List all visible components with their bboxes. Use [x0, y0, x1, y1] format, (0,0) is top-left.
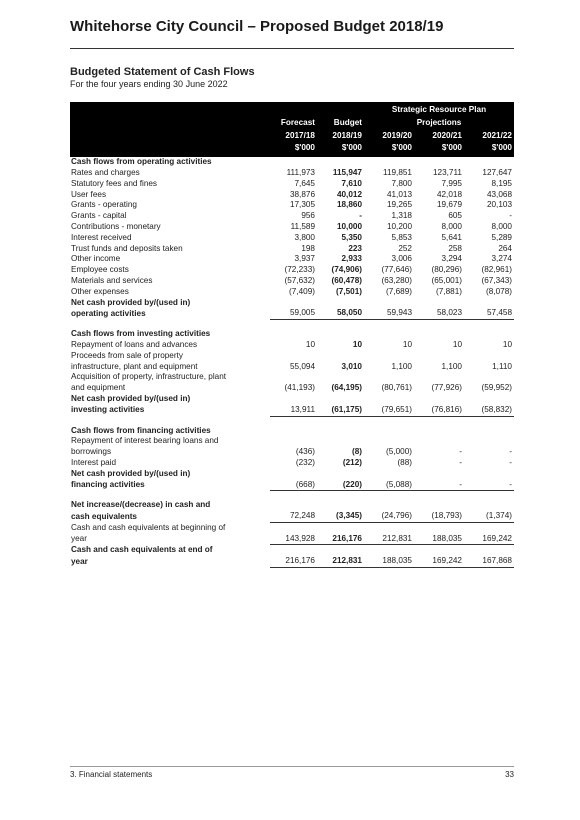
value-cell: 5,289: [491, 232, 512, 242]
total-row: [70, 480, 514, 491]
value-cell: (67,343): [481, 275, 512, 285]
value-cell: (232): [295, 457, 315, 467]
value-cell: 1,318: [391, 211, 412, 221]
total-row: [70, 405, 514, 416]
row-label: and equipment: [71, 383, 126, 393]
row-label: Other expenses: [71, 286, 129, 296]
total-label-line: [70, 500, 514, 511]
total-row: [70, 308, 514, 319]
total-row: [70, 511, 514, 522]
row-label: Trust funds and deposits taken: [71, 243, 183, 253]
value-cell: 3,006: [391, 254, 412, 264]
row-label: year: [71, 556, 88, 566]
empty-cell: [270, 436, 317, 447]
value-cell: 188,035: [414, 534, 464, 545]
value-cell: 57,458: [464, 308, 514, 319]
total-label-line: [70, 469, 514, 480]
spacer: [70, 320, 514, 330]
value-cell: 8,000: [491, 221, 512, 231]
value-cell: (76,816): [414, 405, 464, 416]
row-label: Acquisition of property, infrastructure, plant: [71, 372, 227, 382]
empty-cell: [464, 372, 514, 383]
spacer-row: [70, 320, 514, 330]
value-cell: 216,176: [270, 556, 317, 567]
value-cell: -: [464, 480, 514, 491]
value-cell: 605: [448, 211, 462, 221]
col-header-unit: $'000: [270, 142, 317, 157]
value-cell: (60,478): [331, 275, 362, 285]
value-cell: 111,973: [286, 167, 315, 177]
table-row: [70, 211, 514, 222]
spacer: [70, 416, 514, 426]
col-header-year: 2020/21: [414, 130, 464, 143]
cash-flow-table: [70, 102, 514, 568]
statement-title: Budgeted Statement of Cash Flows: [70, 66, 255, 78]
value-cell: 10,000: [336, 221, 362, 231]
value-cell: 11,589: [290, 221, 315, 231]
row-label: borrowings: [71, 447, 112, 457]
value-cell: 1,100: [441, 361, 462, 371]
value-cell: 258: [448, 243, 462, 253]
table-row: [70, 447, 514, 458]
col-header-unit: $'000: [464, 142, 514, 157]
statement-subtitle: For the four years ending 30 June 2022: [70, 79, 228, 89]
section-heading-label: Cash flows from operating activities: [71, 157, 212, 167]
value-cell: (77,646): [381, 265, 412, 275]
value-cell: (41,193): [284, 383, 315, 393]
total-row: [70, 556, 514, 567]
value-cell: -: [509, 457, 512, 467]
table-row: [70, 179, 514, 190]
value-cell: 5,853: [391, 232, 412, 242]
value-cell: 7,610: [341, 178, 362, 188]
value-cell: 10: [305, 339, 315, 349]
row-label: Rates and charges: [71, 167, 140, 177]
col-header-line1: Forecast: [270, 117, 317, 130]
projections-header: Projections: [364, 117, 514, 130]
value-cell: 8,195: [491, 178, 512, 188]
footer-divider: [70, 766, 514, 767]
row-label-line: [70, 372, 514, 383]
value-cell: -: [459, 457, 462, 467]
row-label: Contributions - monetary: [71, 221, 161, 231]
value-cell: (7,409): [289, 286, 315, 296]
value-cell: 10,200: [386, 221, 412, 231]
row-label: Statutory fees and fines: [71, 178, 158, 188]
value-cell: 10: [452, 339, 462, 349]
table-row: [70, 276, 514, 287]
value-cell: (668): [270, 480, 317, 491]
value-cell: (82,961): [481, 265, 512, 275]
row-label: Grants - operating: [71, 200, 137, 210]
footer-section-label: 3. Financial statements: [70, 770, 153, 779]
value-cell: 59,005: [270, 308, 317, 319]
row-label: investing activities: [71, 405, 145, 415]
value-cell: (61,175): [317, 405, 364, 416]
value-cell: 55,094: [289, 361, 315, 371]
col-header-year: 2017/18: [270, 130, 317, 143]
empty-cell: [270, 372, 317, 383]
srp-group-header: Strategic Resource Plan: [364, 102, 514, 117]
value-cell: 3,937: [294, 254, 315, 264]
row-label: Cash and cash equivalents at end of: [71, 545, 213, 555]
row-label: Grants - capital: [71, 211, 127, 221]
value-cell: (5,000): [386, 447, 412, 457]
value-cell: (220): [317, 480, 364, 491]
value-cell: 1,110: [492, 361, 512, 371]
value-cell: 5,350: [341, 232, 362, 242]
row-label: Repayment of interest bearing loans and: [71, 436, 219, 446]
empty-cell: [464, 436, 514, 447]
value-cell: (59,952): [481, 383, 512, 393]
row-label-line: [70, 351, 514, 362]
value-cell: 42,018: [436, 189, 462, 199]
value-cell: 19,265: [386, 200, 412, 210]
row-label: Cash and cash equivalents at beginning of: [71, 522, 226, 532]
value-cell: 1,100: [391, 361, 412, 371]
value-cell: 223: [348, 243, 362, 253]
value-cell: 13,911: [270, 405, 317, 416]
empty-cell: [364, 372, 414, 383]
value-cell: 198: [301, 243, 315, 253]
value-cell: (72,233): [284, 265, 315, 275]
row-label: Interest received: [71, 232, 132, 242]
value-cell: 216,176: [317, 534, 364, 545]
col-header-year: 2019/20: [364, 130, 414, 143]
value-cell: 43,068: [486, 189, 512, 199]
value-cell: (57,632): [284, 275, 315, 285]
value-cell: 212,831: [317, 556, 364, 567]
document-title: Whitehorse City Council – Proposed Budget 2018/19: [70, 18, 444, 35]
value-cell: 119,851: [383, 167, 412, 177]
value-cell: 17,305: [289, 200, 315, 210]
value-cell: 3,294: [441, 254, 462, 264]
value-cell: 167,868: [464, 556, 514, 567]
row-label: Employee costs: [71, 265, 129, 275]
spacer-row: [70, 491, 514, 501]
row-label: Repayment of loans and advances: [71, 339, 198, 349]
value-cell: 115,947: [332, 167, 362, 177]
table-row: [70, 265, 514, 276]
page-number: 33: [505, 770, 514, 779]
section-heading: [70, 329, 514, 340]
value-cell: 19,679: [436, 200, 462, 210]
spacer-row: [70, 416, 514, 426]
value-cell: 40,012: [336, 189, 362, 199]
value-cell: 127,647: [482, 167, 512, 177]
cash-flow-body: [70, 157, 514, 567]
value-cell: (64,195): [331, 383, 362, 393]
value-cell: (65,001): [431, 275, 462, 285]
spacer: [70, 491, 514, 501]
value-cell: -: [459, 447, 462, 457]
row-label: Proceeds from sale of property: [71, 350, 183, 360]
row-label-line: [70, 522, 514, 533]
col-header-unit: $'000: [414, 142, 464, 157]
table-row: [70, 190, 514, 201]
row-label: operating activities: [71, 308, 146, 318]
value-cell: (5,088): [364, 480, 414, 491]
value-cell: 38,876: [289, 189, 315, 199]
empty-cell: [414, 351, 464, 362]
value-cell: -: [509, 447, 512, 457]
value-cell: (80,296): [431, 265, 462, 275]
table-row: [70, 254, 514, 265]
value-cell: 58,050: [317, 308, 364, 319]
value-cell: 169,242: [414, 556, 464, 567]
value-cell: 7,645: [294, 178, 315, 188]
row-label-line: [70, 436, 514, 447]
value-cell: 58,023: [414, 308, 464, 319]
value-cell: 41,013: [386, 189, 412, 199]
value-cell: (3,345): [317, 511, 364, 522]
table-row: [70, 534, 514, 545]
section-heading: [70, 426, 514, 437]
empty-cell: [317, 351, 364, 362]
col-header-line1: Budget: [317, 117, 364, 130]
empty-cell: [414, 436, 464, 447]
row-label: Interest paid: [71, 457, 117, 467]
table-row: [70, 244, 514, 255]
row-label: Net increase/(decrease) in cash and: [71, 500, 211, 510]
value-cell: 5,641: [441, 232, 462, 242]
value-cell: (7,501): [336, 286, 362, 296]
value-cell: (79,651): [364, 405, 414, 416]
table-row: [70, 233, 514, 244]
col-header-year: 2018/19: [317, 130, 364, 143]
value-cell: 123,711: [433, 167, 462, 177]
value-cell: (7,689): [386, 286, 412, 296]
col-header-unit: $'000: [364, 142, 414, 157]
row-label: User fees: [71, 189, 107, 199]
value-cell: 2,933: [341, 254, 362, 264]
value-cell: (8,078): [486, 286, 512, 296]
value-cell: 20,103: [486, 200, 512, 210]
value-cell: 264: [498, 243, 512, 253]
table-row: [70, 458, 514, 469]
value-cell: (88): [397, 457, 412, 467]
value-cell: (8): [351, 447, 362, 457]
empty-cell: [317, 372, 364, 383]
empty-cell: [464, 351, 514, 362]
value-cell: 7,995: [441, 178, 462, 188]
value-cell: 10: [352, 339, 362, 349]
value-cell: 59,943: [364, 308, 414, 319]
value-cell: 169,242: [464, 534, 514, 545]
value-cell: 10: [502, 339, 512, 349]
value-cell: -: [414, 480, 464, 491]
value-cell: (212): [342, 457, 362, 467]
total-label-line: [70, 545, 514, 556]
table-row: [70, 168, 514, 179]
row-label: Net cash provided by/(used in): [71, 393, 191, 403]
value-cell: (436): [295, 447, 315, 457]
value-cell: 3,010: [341, 361, 362, 371]
row-label: Other income: [71, 254, 121, 264]
section-heading: [70, 157, 514, 168]
value-cell: 3,800: [294, 232, 315, 242]
row-label: cash equivalents: [71, 511, 137, 521]
table-row: [70, 383, 514, 394]
value-cell: -: [359, 211, 362, 221]
empty-cell: [364, 351, 414, 362]
value-cell: 212,831: [364, 534, 414, 545]
table-row: [70, 340, 514, 351]
value-cell: 956: [301, 211, 315, 221]
col-header-year: 2021/22: [464, 130, 514, 143]
header-divider: [70, 48, 514, 49]
total-label-line: [70, 298, 514, 309]
value-cell: 188,035: [364, 556, 414, 567]
row-label: year: [71, 534, 87, 544]
row-label: infrastructure, plant and equipment: [71, 361, 198, 371]
table-row: [70, 287, 514, 298]
value-cell: 143,928: [270, 534, 317, 545]
value-cell: 10: [402, 339, 412, 349]
value-cell: (74,906): [331, 265, 362, 275]
row-label: financing activities: [71, 480, 145, 489]
value-cell: 8,000: [441, 221, 462, 231]
table-row: [70, 222, 514, 233]
value-cell: -: [509, 211, 512, 221]
row-label: Net cash provided by/(used in): [71, 468, 191, 478]
empty-cell: [317, 436, 364, 447]
table-row: [70, 200, 514, 211]
empty-cell: [270, 351, 317, 362]
value-cell: 252: [398, 243, 412, 253]
value-cell: (80,761): [381, 383, 412, 393]
col-header-unit: $'000: [317, 142, 364, 157]
row-label: Materials and services: [71, 275, 153, 285]
row-label: Net cash provided by/(used in): [71, 297, 191, 307]
value-cell: (7,881): [436, 286, 462, 296]
value-cell: (77,926): [431, 383, 462, 393]
empty-cell: [364, 436, 414, 447]
value-cell: (18,793): [414, 511, 464, 522]
value-cell: (58,832): [464, 405, 514, 416]
section-heading-label: Cash flows from investing activities: [71, 329, 211, 339]
value-cell: 7,800: [391, 178, 412, 188]
table-row: [70, 362, 514, 373]
value-cell: 18,860: [336, 200, 362, 210]
empty-cell: [414, 372, 464, 383]
section-heading-label: Cash flows from financing activities: [71, 425, 211, 435]
total-label-line: [70, 394, 514, 405]
value-cell: (1,374): [464, 511, 514, 522]
value-cell: 3,274: [491, 254, 512, 264]
value-cell: (63,280): [381, 275, 412, 285]
value-cell: 72,248: [270, 511, 317, 522]
value-cell: (24,796): [364, 511, 414, 522]
